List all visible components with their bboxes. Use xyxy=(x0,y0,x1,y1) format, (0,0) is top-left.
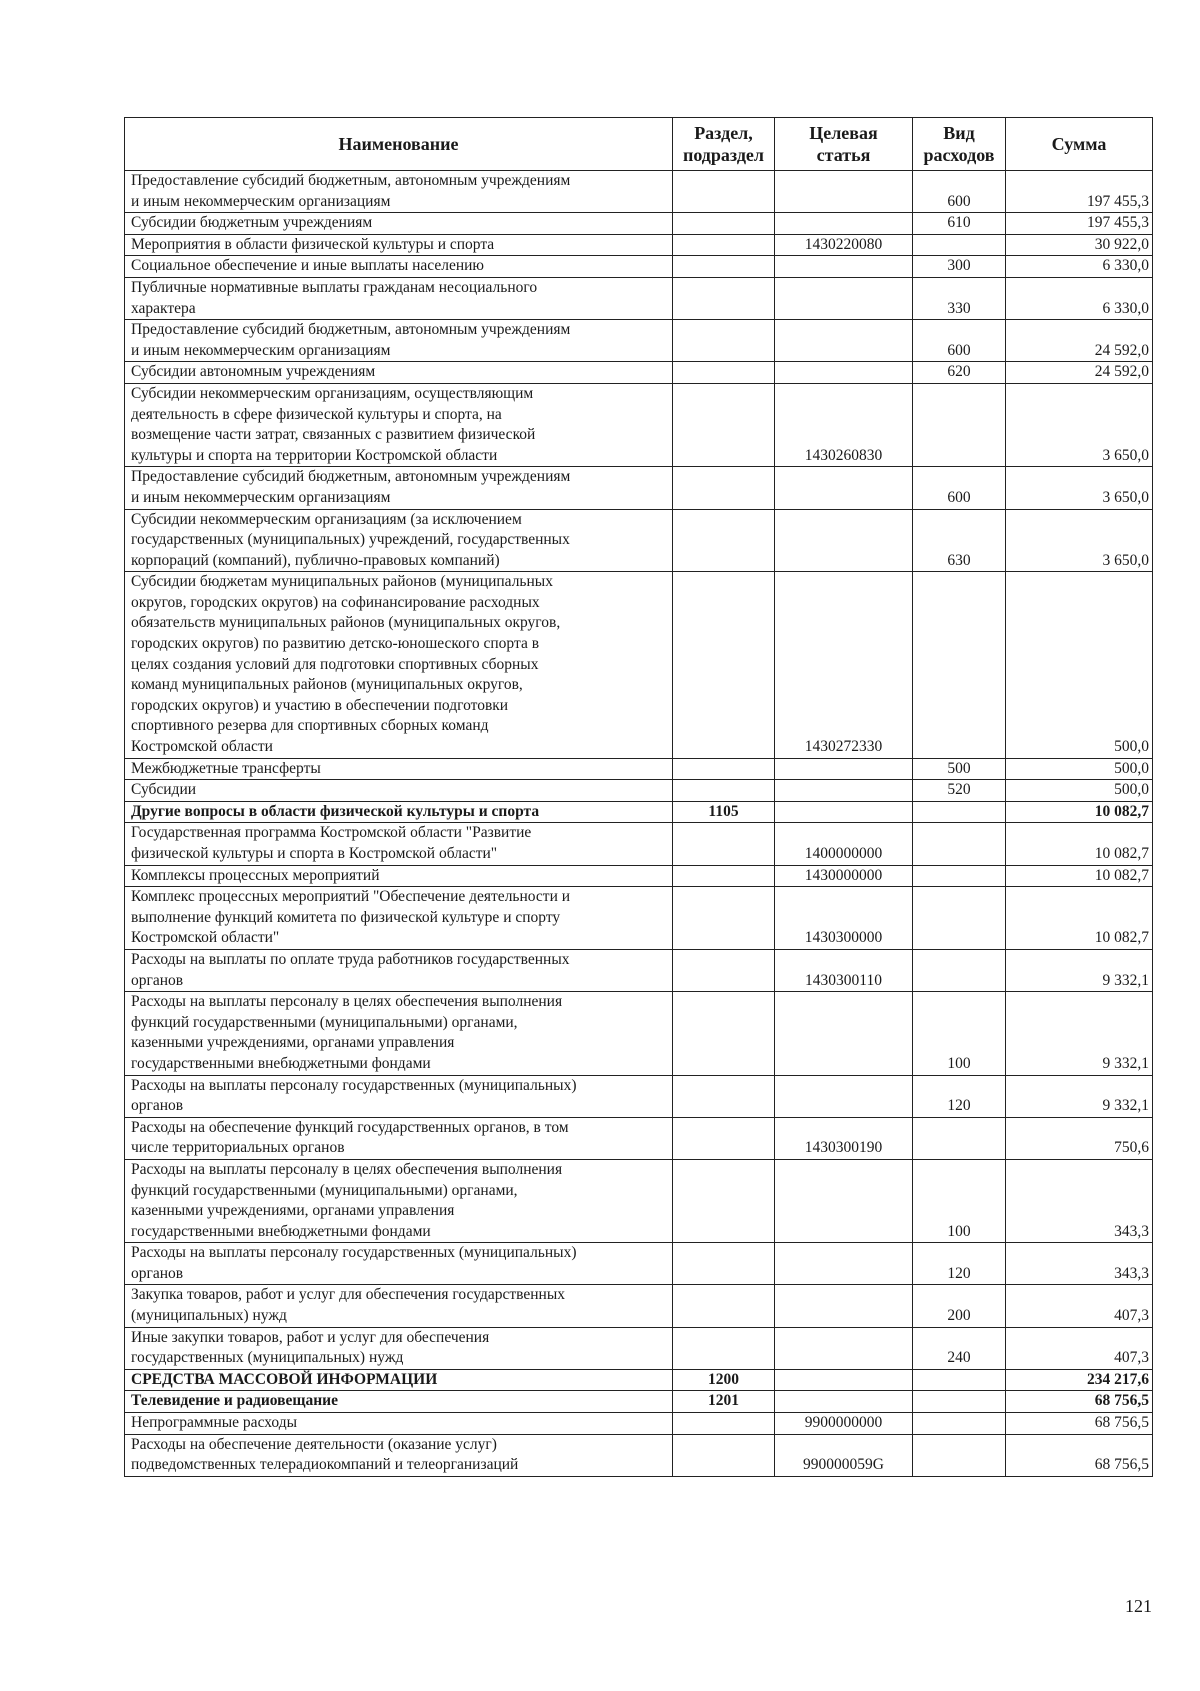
table-row xyxy=(125,1075,1153,1117)
row-sum: 10 082,7 xyxy=(1006,823,1153,865)
row-name: Субсидии автономным учреждениям xyxy=(125,362,673,384)
row-sum: 68 756,5 xyxy=(1006,1413,1153,1435)
table-row xyxy=(125,234,1153,256)
row-type: 630 xyxy=(913,509,1006,572)
row-target xyxy=(775,1369,913,1391)
row-target xyxy=(775,277,913,319)
table-row xyxy=(125,383,1153,466)
row-name: Социальное обеспечение и иные выплаты населению xyxy=(125,256,673,278)
row-sum: 30 922,0 xyxy=(1006,234,1153,256)
row-type: 100 xyxy=(913,992,1006,1075)
row-name: Расходы на выплаты по оплате труда работников государственных органов xyxy=(125,949,673,991)
row-sum: 3 650,0 xyxy=(1006,509,1153,572)
row-section xyxy=(673,362,775,384)
table-row xyxy=(125,256,1153,278)
row-name: Субсидии некоммерческим организациям (за исключением государственных (муниципальных) учреждений, государственных корпораций (компаний), публично-правовых компаний) xyxy=(125,509,673,572)
row-type: 120 xyxy=(913,1243,1006,1285)
row-type: 120 xyxy=(913,1075,1006,1117)
row-type xyxy=(913,234,1006,256)
table-row xyxy=(125,1285,1153,1327)
row-name: Расходы на обеспечение деятельности (оказание услуг) подведомственных телерадиокомпаний и телеорганизаций xyxy=(125,1434,673,1476)
row-section xyxy=(673,1327,775,1369)
row-type: 330 xyxy=(913,277,1006,319)
row-target xyxy=(775,320,913,362)
table-row xyxy=(125,1327,1153,1369)
row-sum: 234 217,6 xyxy=(1006,1369,1153,1391)
row-target: 1400000000 xyxy=(775,823,913,865)
row-type xyxy=(913,572,1006,758)
row-sum: 3 650,0 xyxy=(1006,467,1153,509)
row-section xyxy=(673,509,775,572)
row-sum: 197 455,3 xyxy=(1006,171,1153,213)
row-section xyxy=(673,277,775,319)
header-name: Наименование xyxy=(125,118,673,171)
row-target: 9900000000 xyxy=(775,1413,913,1435)
table-row xyxy=(125,467,1153,509)
table-row xyxy=(125,171,1153,213)
row-target xyxy=(775,256,913,278)
row-name: Расходы на выплаты персоналу государственных (муниципальных) органов xyxy=(125,1075,673,1117)
row-sum: 24 592,0 xyxy=(1006,320,1153,362)
row-name: Непрограммные расходы xyxy=(125,1413,673,1435)
row-section xyxy=(673,171,775,213)
row-target: 1430300190 xyxy=(775,1117,913,1159)
row-type xyxy=(913,1117,1006,1159)
row-target: 990000059G xyxy=(775,1434,913,1476)
row-section xyxy=(673,467,775,509)
row-section xyxy=(673,887,775,950)
table-row xyxy=(125,1391,1153,1413)
row-name: Межбюджетные трансферты xyxy=(125,758,673,780)
row-name: Субсидии бюджетным учреждениям xyxy=(125,213,673,235)
row-type xyxy=(913,1413,1006,1435)
row-type: 620 xyxy=(913,362,1006,384)
row-section xyxy=(673,234,775,256)
row-type: 600 xyxy=(913,467,1006,509)
table-row xyxy=(125,949,1153,991)
row-sum: 197 455,3 xyxy=(1006,213,1153,235)
row-type: 520 xyxy=(913,780,1006,802)
row-name: Субсидии некоммерческим организациям, осуществляющим деятельность в сфере физической культуры и спорта, на возмещение части затрат, связанных с развитием физической культуры и спорта на территории Костромской области xyxy=(125,383,673,466)
row-type xyxy=(913,1391,1006,1413)
row-section: 1201 xyxy=(673,1391,775,1413)
row-type xyxy=(913,801,1006,823)
row-section xyxy=(673,1117,775,1159)
row-section xyxy=(673,780,775,802)
row-section xyxy=(673,1434,775,1476)
row-target: 1430300000 xyxy=(775,887,913,950)
row-name: Другие вопросы в области физической культуры и спорта xyxy=(125,801,673,823)
table-row xyxy=(125,572,1153,758)
table-row xyxy=(125,780,1153,802)
row-type: 600 xyxy=(913,171,1006,213)
row-target xyxy=(775,992,913,1075)
row-section xyxy=(673,572,775,758)
row-target xyxy=(775,1391,913,1413)
row-sum: 24 592,0 xyxy=(1006,362,1153,384)
row-name: Предоставление субсидий бюджетным, автономным учреждениям и иным некоммерческим организациям xyxy=(125,467,673,509)
row-sum: 68 756,5 xyxy=(1006,1391,1153,1413)
row-section xyxy=(673,256,775,278)
budget-table xyxy=(124,117,1153,1477)
row-name: СРЕДСТВА МАССОВОЙ ИНФОРМАЦИИ xyxy=(125,1369,673,1391)
row-sum: 500,0 xyxy=(1006,572,1153,758)
row-target xyxy=(775,1075,913,1117)
row-name: Телевидение и радиовещание xyxy=(125,1391,673,1413)
row-sum: 343,3 xyxy=(1006,1243,1153,1285)
row-target xyxy=(775,1159,913,1242)
row-section xyxy=(673,865,775,887)
row-sum: 343,3 xyxy=(1006,1159,1153,1242)
table-row xyxy=(125,1434,1153,1476)
row-sum: 6 330,0 xyxy=(1006,277,1153,319)
row-name: Предоставление субсидий бюджетным, автономным учреждениям и иным некоммерческим организациям xyxy=(125,320,673,362)
row-sum: 9 332,1 xyxy=(1006,1075,1153,1117)
row-type xyxy=(913,865,1006,887)
row-type: 500 xyxy=(913,758,1006,780)
row-sum: 10 082,7 xyxy=(1006,801,1153,823)
row-type xyxy=(913,949,1006,991)
table-row xyxy=(125,509,1153,572)
row-target: 1430260830 xyxy=(775,383,913,466)
row-section xyxy=(673,1159,775,1242)
row-target xyxy=(775,780,913,802)
table-row xyxy=(125,992,1153,1075)
row-section xyxy=(673,213,775,235)
row-name: Закупка товаров, работ и услуг для обеспечения государственных (муниципальных) нужд xyxy=(125,1285,673,1327)
table-header-row xyxy=(125,118,1153,171)
row-type xyxy=(913,823,1006,865)
row-type xyxy=(913,383,1006,466)
row-sum: 6 330,0 xyxy=(1006,256,1153,278)
row-type: 300 xyxy=(913,256,1006,278)
row-sum: 407,3 xyxy=(1006,1327,1153,1369)
row-target xyxy=(775,1243,913,1285)
row-target xyxy=(775,1285,913,1327)
table-row xyxy=(125,758,1153,780)
table-row xyxy=(125,362,1153,384)
row-section xyxy=(673,1243,775,1285)
header-sum: Сумма xyxy=(1006,118,1153,171)
row-target xyxy=(775,362,913,384)
row-target xyxy=(775,801,913,823)
row-sum: 750,6 xyxy=(1006,1117,1153,1159)
row-type xyxy=(913,1369,1006,1391)
row-name: Комплекс процессных мероприятий "Обеспечение деятельности и выполнение функций комитета по физической культуре и спорту Костромской области" xyxy=(125,887,673,950)
row-sum: 500,0 xyxy=(1006,780,1153,802)
row-sum: 3 650,0 xyxy=(1006,383,1153,466)
row-section: 1200 xyxy=(673,1369,775,1391)
table-row xyxy=(125,865,1153,887)
page-number: 121 xyxy=(1125,1596,1152,1616)
row-name: Субсидии xyxy=(125,780,673,802)
row-name: Комплексы процессных мероприятий xyxy=(125,865,673,887)
header-section: Раздел, подраздел xyxy=(673,118,775,171)
row-name: Государственная программа Костромской области "Развитие физической культуры и спорта в Костромской области" xyxy=(125,823,673,865)
table-row xyxy=(125,823,1153,865)
header-type: Вид расходов xyxy=(913,118,1006,171)
row-section xyxy=(673,949,775,991)
row-target xyxy=(775,467,913,509)
row-type: 610 xyxy=(913,213,1006,235)
row-name: Публичные нормативные выплаты гражданам несоциального характера xyxy=(125,277,673,319)
row-target: 1430272330 xyxy=(775,572,913,758)
row-section xyxy=(673,383,775,466)
row-name: Расходы на выплаты персоналу государственных (муниципальных) органов xyxy=(125,1243,673,1285)
row-target xyxy=(775,213,913,235)
row-section xyxy=(673,823,775,865)
table-row xyxy=(125,277,1153,319)
row-name: Предоставление субсидий бюджетным, автономным учреждениям и иным некоммерческим организациям xyxy=(125,171,673,213)
row-name: Субсидии бюджетам муниципальных районов (муниципальных округов, городских округов) на софинансирование расходных обязательств муниципальных районов (муниципальных округов, городских округов) по развитию детско-юношеского спорта в целях создания условий для подготовки спортивных сборных команд муниципальных районов (муниципальных округов, городских округов) и участию в обеспечении подготовки спортивного резерва для спортивных сборных команд Костромской области xyxy=(125,572,673,758)
table-row xyxy=(125,887,1153,950)
row-target xyxy=(775,171,913,213)
row-name: Иные закупки товаров, работ и услуг для обеспечения государственных (муниципальных) нужд xyxy=(125,1327,673,1369)
row-name: Расходы на обеспечение функций государственных органов, в том числе территориальных органов xyxy=(125,1117,673,1159)
row-section xyxy=(673,1413,775,1435)
table-row xyxy=(125,1413,1153,1435)
row-target xyxy=(775,758,913,780)
row-sum: 407,3 xyxy=(1006,1285,1153,1327)
row-type xyxy=(913,1434,1006,1476)
row-target: 1430000000 xyxy=(775,865,913,887)
table-row xyxy=(125,801,1153,823)
row-section xyxy=(673,320,775,362)
row-sum: 9 332,1 xyxy=(1006,949,1153,991)
row-section xyxy=(673,1285,775,1327)
row-section xyxy=(673,1075,775,1117)
row-name: Мероприятия в области физической культуры и спорта xyxy=(125,234,673,256)
row-target xyxy=(775,1327,913,1369)
row-type: 240 xyxy=(913,1327,1006,1369)
row-section xyxy=(673,992,775,1075)
row-sum: 9 332,1 xyxy=(1006,992,1153,1075)
row-target: 1430300110 xyxy=(775,949,913,991)
row-type: 200 xyxy=(913,1285,1006,1327)
row-type: 100 xyxy=(913,1159,1006,1242)
table-row xyxy=(125,1369,1153,1391)
row-sum: 68 756,5 xyxy=(1006,1434,1153,1476)
row-name: Расходы на выплаты персоналу в целях обеспечения выполнения функций государственными (муниципальными) органами, казенными учреждениями, органами управления государственными внебюджетными фондами xyxy=(125,992,673,1075)
row-sum: 10 082,7 xyxy=(1006,887,1153,950)
table-body xyxy=(125,171,1153,1477)
budget-table-sheet xyxy=(124,117,1152,1477)
table-row xyxy=(125,213,1153,235)
row-target xyxy=(775,509,913,572)
header-target: Целевая статья xyxy=(775,118,913,171)
row-section xyxy=(673,758,775,780)
row-target: 1430220080 xyxy=(775,234,913,256)
row-type xyxy=(913,887,1006,950)
row-name: Расходы на выплаты персоналу в целях обеспечения выполнения функций государственными (муниципальными) органами, казенными учреждениями, органами управления государственными внебюджетными фондами xyxy=(125,1159,673,1242)
row-sum: 500,0 xyxy=(1006,758,1153,780)
table-row xyxy=(125,320,1153,362)
row-section: 1105 xyxy=(673,801,775,823)
row-sum: 10 082,7 xyxy=(1006,865,1153,887)
table-row xyxy=(125,1243,1153,1285)
table-row xyxy=(125,1117,1153,1159)
table-row xyxy=(125,1159,1153,1242)
row-type: 600 xyxy=(913,320,1006,362)
